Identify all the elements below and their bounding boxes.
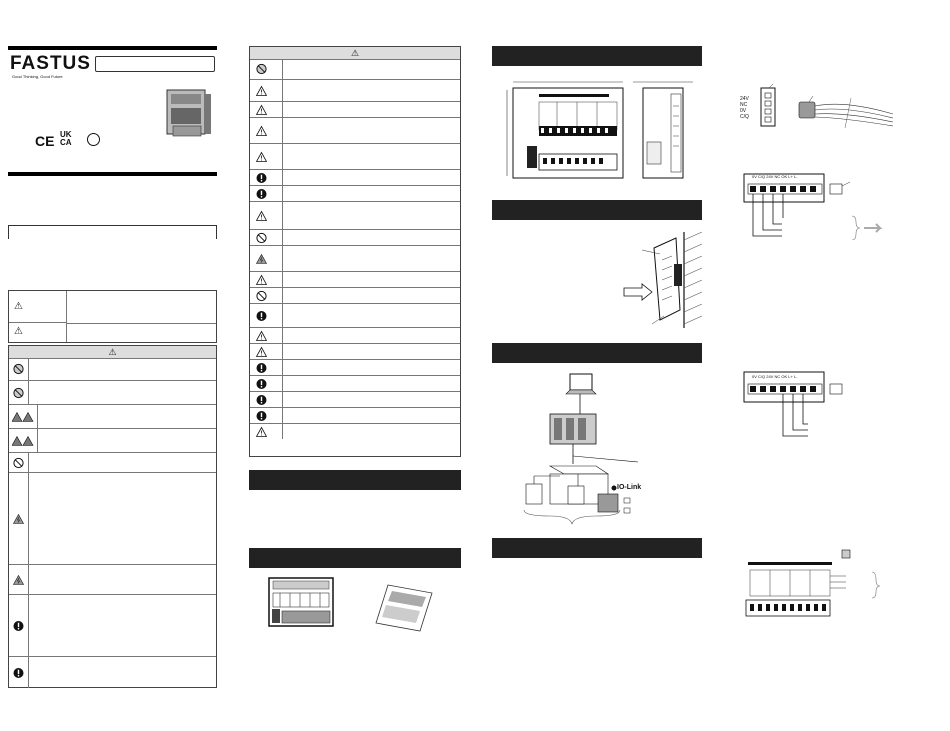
warning-icon <box>256 274 267 285</box>
terminal-labels-2: 0V C/Q 24V NC OK L+ L- <box>752 374 798 379</box>
system-configuration-diagram <box>520 370 670 530</box>
caution-table-row <box>250 391 460 407</box>
caution-table-row <box>250 245 460 271</box>
warning-icon: ⚠ <box>14 301 23 312</box>
brand-tagline: Good Thinking, Good Future <box>12 74 63 79</box>
caution-table-row <box>250 327 460 343</box>
warning-icon <box>12 435 34 446</box>
caution-table-row <box>250 79 460 101</box>
caution-table-row <box>250 303 460 327</box>
section-bar-system <box>492 343 702 363</box>
caution-table-row <box>250 287 460 303</box>
mandatory-action-icon <box>256 394 267 405</box>
prohibition-icon <box>13 387 24 398</box>
warning-table <box>8 345 217 688</box>
top-rule <box>8 46 217 50</box>
iolink-label: IO-Link <box>617 484 642 491</box>
warning-table-row <box>9 656 216 688</box>
notice-box <box>8 225 217 239</box>
ce-mark: CE <box>35 133 55 149</box>
caution-table-row <box>250 185 460 201</box>
ukca-mark: UK CA <box>60 130 72 147</box>
warning-table-row <box>9 380 216 404</box>
product-image <box>163 86 213 144</box>
warning-icon <box>256 210 267 221</box>
connector-pin-labels: 24V NC 0V C/Q <box>740 96 749 120</box>
dimension-drawing <box>493 76 703 186</box>
caution-table-row <box>250 271 460 287</box>
caution-table <box>249 46 461 457</box>
caution-table-row <box>250 201 460 229</box>
warning-table-row <box>9 594 216 656</box>
warning-table-row <box>9 428 216 452</box>
warning-table-header: ⚠ <box>9 346 216 359</box>
mandatory-action-icon <box>256 362 267 373</box>
caution-table-row <box>250 359 460 375</box>
warning-icon <box>256 330 267 341</box>
caution-table-row <box>250 59 460 79</box>
brand-logo: FASTUS <box>10 53 91 74</box>
package-manual-image <box>374 583 434 633</box>
warning-icon <box>256 426 267 437</box>
prohibition-icon <box>256 64 267 75</box>
caution-icon: ⚠ <box>14 326 23 337</box>
electric-shock-icon <box>256 253 267 264</box>
din-rail-mounting-diagram <box>612 230 704 330</box>
warning-table-row <box>9 564 216 594</box>
electric-shock-icon <box>13 513 24 524</box>
warning-icon <box>256 85 267 96</box>
mandatory-action-icon <box>256 310 267 321</box>
warning-icon <box>12 411 34 422</box>
warning-icon <box>256 346 267 357</box>
mandatory-action-icon <box>256 188 267 199</box>
section-bar-package <box>249 548 461 568</box>
warning-icon <box>256 104 267 115</box>
warning-table-row <box>9 472 216 564</box>
warning-icon <box>256 151 267 162</box>
caution-table-row <box>250 407 460 423</box>
caution-table-row <box>250 143 460 169</box>
output-terminal-wiring-diagram <box>742 548 887 623</box>
prohibition-icon <box>256 290 267 301</box>
caution-table-header: ⚠ <box>250 47 460 60</box>
mandatory-action-icon <box>13 667 24 678</box>
signal-word-table <box>8 290 217 343</box>
mandatory-action-icon <box>13 620 24 631</box>
mandatory-action-icon <box>256 378 267 389</box>
electric-shock-icon <box>13 574 24 585</box>
caution-table-row <box>250 423 460 439</box>
terminal-labels-1: 0V C/Q 24V NC OK L+ L- <box>752 174 798 179</box>
warning-icon <box>256 125 267 136</box>
prohibition-icon <box>13 364 24 375</box>
section-bar-precautions <box>249 470 461 490</box>
caution-table-row <box>250 229 460 245</box>
caution-table-row <box>250 169 460 185</box>
prohibition-icon <box>13 457 24 468</box>
warning-table-row <box>9 404 216 428</box>
section-bar-dimensions <box>492 46 702 66</box>
caution-table-row <box>250 375 460 391</box>
caution-table-row <box>250 117 460 143</box>
section-bar-mounting <box>492 200 702 220</box>
connector-cable-diagram <box>735 84 895 132</box>
warning-table-row <box>9 452 216 472</box>
mandatory-action-icon <box>256 172 267 183</box>
caution-table-row <box>250 101 460 117</box>
model-box <box>95 56 215 72</box>
power-terminal-wiring-diagram <box>738 170 888 240</box>
package-device-image <box>268 577 334 627</box>
caution-table-row <box>250 343 460 359</box>
section-bar-wiring <box>492 538 702 558</box>
eac-icon <box>87 133 100 146</box>
prohibition-icon <box>256 232 267 243</box>
mandatory-action-icon <box>256 410 267 421</box>
warning-table-row <box>9 358 216 380</box>
mid-rule <box>8 172 217 176</box>
